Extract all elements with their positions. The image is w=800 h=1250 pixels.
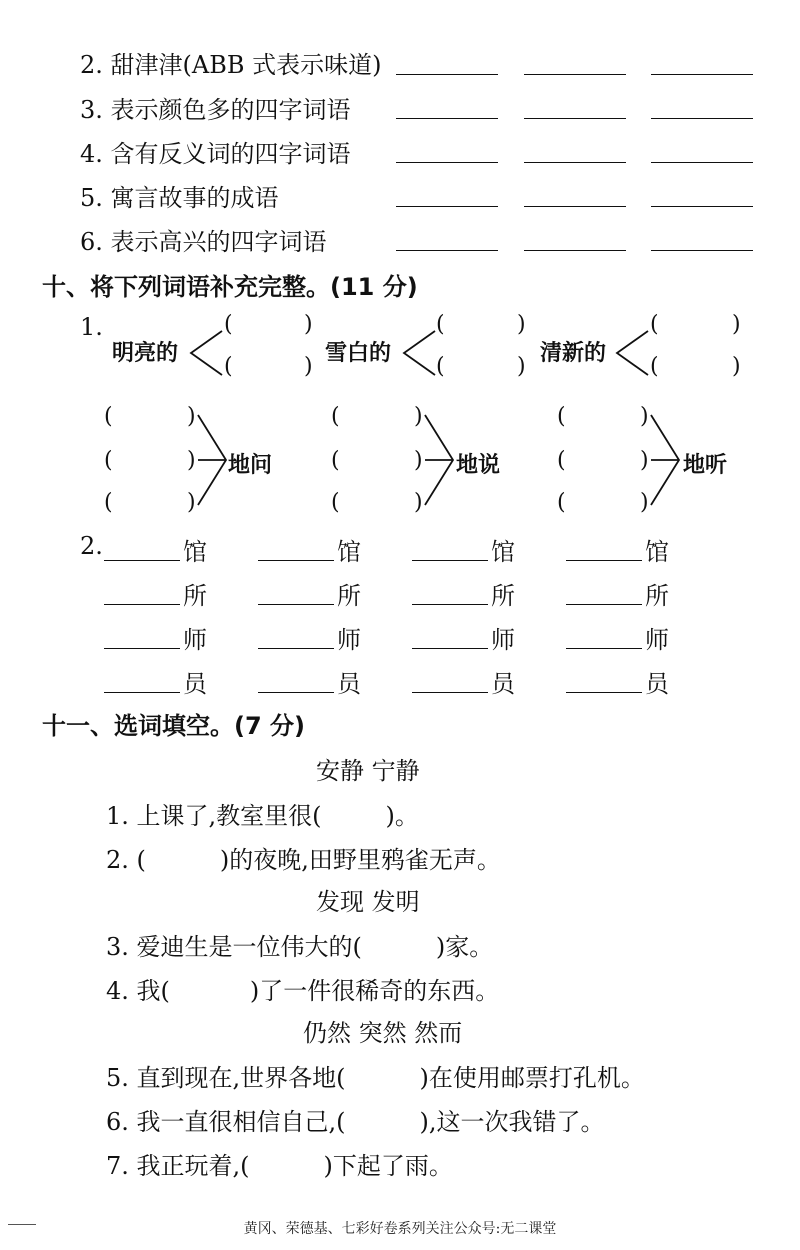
answer-blank[interactable] bbox=[396, 162, 498, 163]
answer-blank[interactable] bbox=[258, 560, 334, 561]
section-title: 十一、选词填空。(7 分) bbox=[42, 712, 305, 740]
answer-blank[interactable] bbox=[566, 604, 642, 605]
fork-left-icon bbox=[401, 328, 437, 378]
suffix-label: 师 bbox=[183, 626, 207, 654]
sentence-text: 1. 上课了,教室里很( bbox=[106, 802, 322, 830]
paren-close: ) bbox=[517, 354, 526, 379]
word-left: 清新的 bbox=[540, 341, 607, 366]
suffix-label: 馆 bbox=[337, 538, 361, 566]
fork-left-icon bbox=[614, 328, 650, 378]
paren-open[interactable]: ( bbox=[436, 354, 445, 379]
list-item: 2. 甜津津(ABB 式表示味道) bbox=[80, 51, 382, 79]
answer-blank[interactable] bbox=[258, 692, 334, 693]
word-left: 明亮的 bbox=[112, 341, 179, 366]
word-choices: 发现 发明 bbox=[316, 888, 420, 916]
answer-blank[interactable] bbox=[396, 118, 498, 119]
answer-blank[interactable] bbox=[396, 206, 498, 207]
suffix-label: 师 bbox=[645, 626, 669, 654]
answer-blank[interactable] bbox=[396, 74, 498, 75]
paren-close: ) bbox=[414, 490, 423, 515]
suffix-label: 员 bbox=[491, 670, 515, 698]
fork-right-icon bbox=[423, 410, 459, 510]
paren-close: ) bbox=[640, 448, 649, 473]
paren-close: ) bbox=[732, 354, 741, 379]
sentence-text: )下起了雨。 bbox=[323, 1152, 453, 1180]
fill-sentence bbox=[106, 1058, 645, 1093]
suffix-label: 所 bbox=[183, 582, 207, 610]
suffix-label: 馆 bbox=[183, 538, 207, 566]
suffix-label: 所 bbox=[645, 582, 669, 610]
answer-blank[interactable] bbox=[524, 162, 626, 163]
word-right: 地听 bbox=[683, 453, 728, 478]
suffix-label: 师 bbox=[337, 626, 361, 654]
sentence-text: 2. ( bbox=[106, 846, 146, 874]
fill-sentence bbox=[106, 971, 499, 1006]
sentence-text: )家。 bbox=[435, 933, 494, 961]
list-item: 3. 表示颜色多的四字词语 bbox=[80, 96, 351, 124]
paren-close: ) bbox=[187, 404, 196, 429]
suffix-label: 师 bbox=[491, 626, 515, 654]
suffix-label: 馆 bbox=[645, 538, 669, 566]
answer-blank[interactable] bbox=[396, 250, 498, 251]
paren-open[interactable]: ( bbox=[557, 490, 566, 515]
paren-open[interactable]: ( bbox=[331, 404, 340, 429]
answer-blank[interactable] bbox=[566, 648, 642, 649]
fork-left-icon bbox=[188, 328, 224, 378]
suffix-label: 员 bbox=[645, 670, 669, 698]
sentence-text: 7. 我正玩着,( bbox=[106, 1152, 250, 1180]
sentence-text: )了一件很稀奇的东西。 bbox=[249, 977, 500, 1005]
paren-close: ) bbox=[187, 490, 196, 515]
sentence-text: 4. 我( bbox=[106, 977, 170, 1005]
answer-blank[interactable] bbox=[412, 604, 488, 605]
paren-open[interactable]: ( bbox=[104, 448, 113, 473]
paren-close: ) bbox=[517, 312, 526, 337]
answer-blank[interactable] bbox=[566, 692, 642, 693]
paren-open[interactable]: ( bbox=[331, 490, 340, 515]
fill-sentence bbox=[106, 927, 493, 962]
word-right: 地说 bbox=[456, 453, 501, 478]
paren-open[interactable]: ( bbox=[650, 354, 659, 379]
answer-blank[interactable] bbox=[524, 118, 626, 119]
paren-open[interactable]: ( bbox=[557, 448, 566, 473]
fill-sentence bbox=[106, 1102, 605, 1137]
paren-close: ) bbox=[414, 404, 423, 429]
fork-right-icon bbox=[196, 410, 232, 510]
paren-open[interactable]: ( bbox=[104, 490, 113, 515]
answer-blank[interactable] bbox=[651, 206, 753, 207]
sentence-text: 3. 爱迪生是一位伟大的( bbox=[106, 933, 362, 961]
fill-sentence bbox=[106, 796, 419, 831]
answer-blank[interactable] bbox=[651, 118, 753, 119]
paren-close: ) bbox=[414, 448, 423, 473]
question-number: 1. bbox=[80, 313, 103, 341]
answer-blank[interactable] bbox=[258, 648, 334, 649]
answer-blank[interactable] bbox=[566, 560, 642, 561]
sentence-text: 6. 我一直很相信自己,( bbox=[106, 1108, 346, 1136]
suffix-label: 所 bbox=[337, 582, 361, 610]
word-choices: 安静 宁静 bbox=[316, 757, 420, 785]
question-number: 2. bbox=[80, 532, 103, 560]
paren-close: ) bbox=[640, 490, 649, 515]
paren-open[interactable]: ( bbox=[224, 312, 233, 337]
suffix-label: 员 bbox=[337, 670, 361, 698]
paren-open[interactable]: ( bbox=[104, 404, 113, 429]
answer-blank[interactable] bbox=[104, 604, 180, 605]
sentence-text: )。 bbox=[385, 802, 419, 830]
list-item: 6. 表示高兴的四字词语 bbox=[80, 228, 327, 256]
suffix-label: 所 bbox=[491, 582, 515, 610]
paren-close: ) bbox=[304, 312, 313, 337]
sentence-text: )的夜晚,田野里鸦雀无声。 bbox=[219, 846, 501, 874]
paren-open[interactable]: ( bbox=[331, 448, 340, 473]
paren-open[interactable]: ( bbox=[557, 404, 566, 429]
answer-blank[interactable] bbox=[104, 692, 180, 693]
fill-sentence bbox=[106, 840, 501, 875]
footer-text: 黄冈、荣德基、七彩好卷系列关注公众号:无二课堂 bbox=[243, 1221, 557, 1237]
fork-right-icon bbox=[649, 410, 685, 510]
answer-blank[interactable] bbox=[412, 560, 488, 561]
answer-blank[interactable] bbox=[104, 560, 180, 561]
word-choices: 仍然 突然 然而 bbox=[303, 1019, 463, 1047]
sentence-text: 5. 直到现在,世界各地( bbox=[106, 1064, 346, 1092]
paren-open[interactable]: ( bbox=[224, 354, 233, 379]
suffix-label: 员 bbox=[183, 670, 207, 698]
answer-blank[interactable] bbox=[651, 162, 753, 163]
sentence-text: ),这一次我错了。 bbox=[419, 1108, 605, 1136]
answer-blank[interactable] bbox=[412, 692, 488, 693]
answer-blank[interactable] bbox=[258, 604, 334, 605]
list-item: 4. 含有反义词的四字词语 bbox=[80, 140, 351, 168]
paren-close: ) bbox=[304, 354, 313, 379]
answer-blank[interactable] bbox=[412, 648, 488, 649]
sentence-text: )在使用邮票打孔机。 bbox=[419, 1064, 645, 1092]
answer-blank[interactable] bbox=[651, 74, 753, 75]
answer-blank[interactable] bbox=[104, 648, 180, 649]
answer-blank[interactable] bbox=[524, 74, 626, 75]
answer-blank[interactable] bbox=[524, 206, 626, 207]
list-item: 5. 寓言故事的成语 bbox=[80, 184, 279, 212]
answer-blank[interactable] bbox=[524, 250, 626, 251]
answer-blank[interactable] bbox=[651, 250, 753, 251]
paren-open[interactable]: ( bbox=[436, 312, 445, 337]
word-right: 地问 bbox=[228, 453, 273, 478]
word-left: 雪白的 bbox=[325, 341, 392, 366]
section-title: 十、将下列词语补充完整。(11 分) bbox=[42, 273, 418, 301]
fill-sentence bbox=[106, 1146, 453, 1181]
paren-open[interactable]: ( bbox=[650, 312, 659, 337]
paren-close: ) bbox=[640, 404, 649, 429]
paren-close: ) bbox=[187, 448, 196, 473]
paren-close: ) bbox=[732, 312, 741, 337]
suffix-label: 馆 bbox=[491, 538, 515, 566]
